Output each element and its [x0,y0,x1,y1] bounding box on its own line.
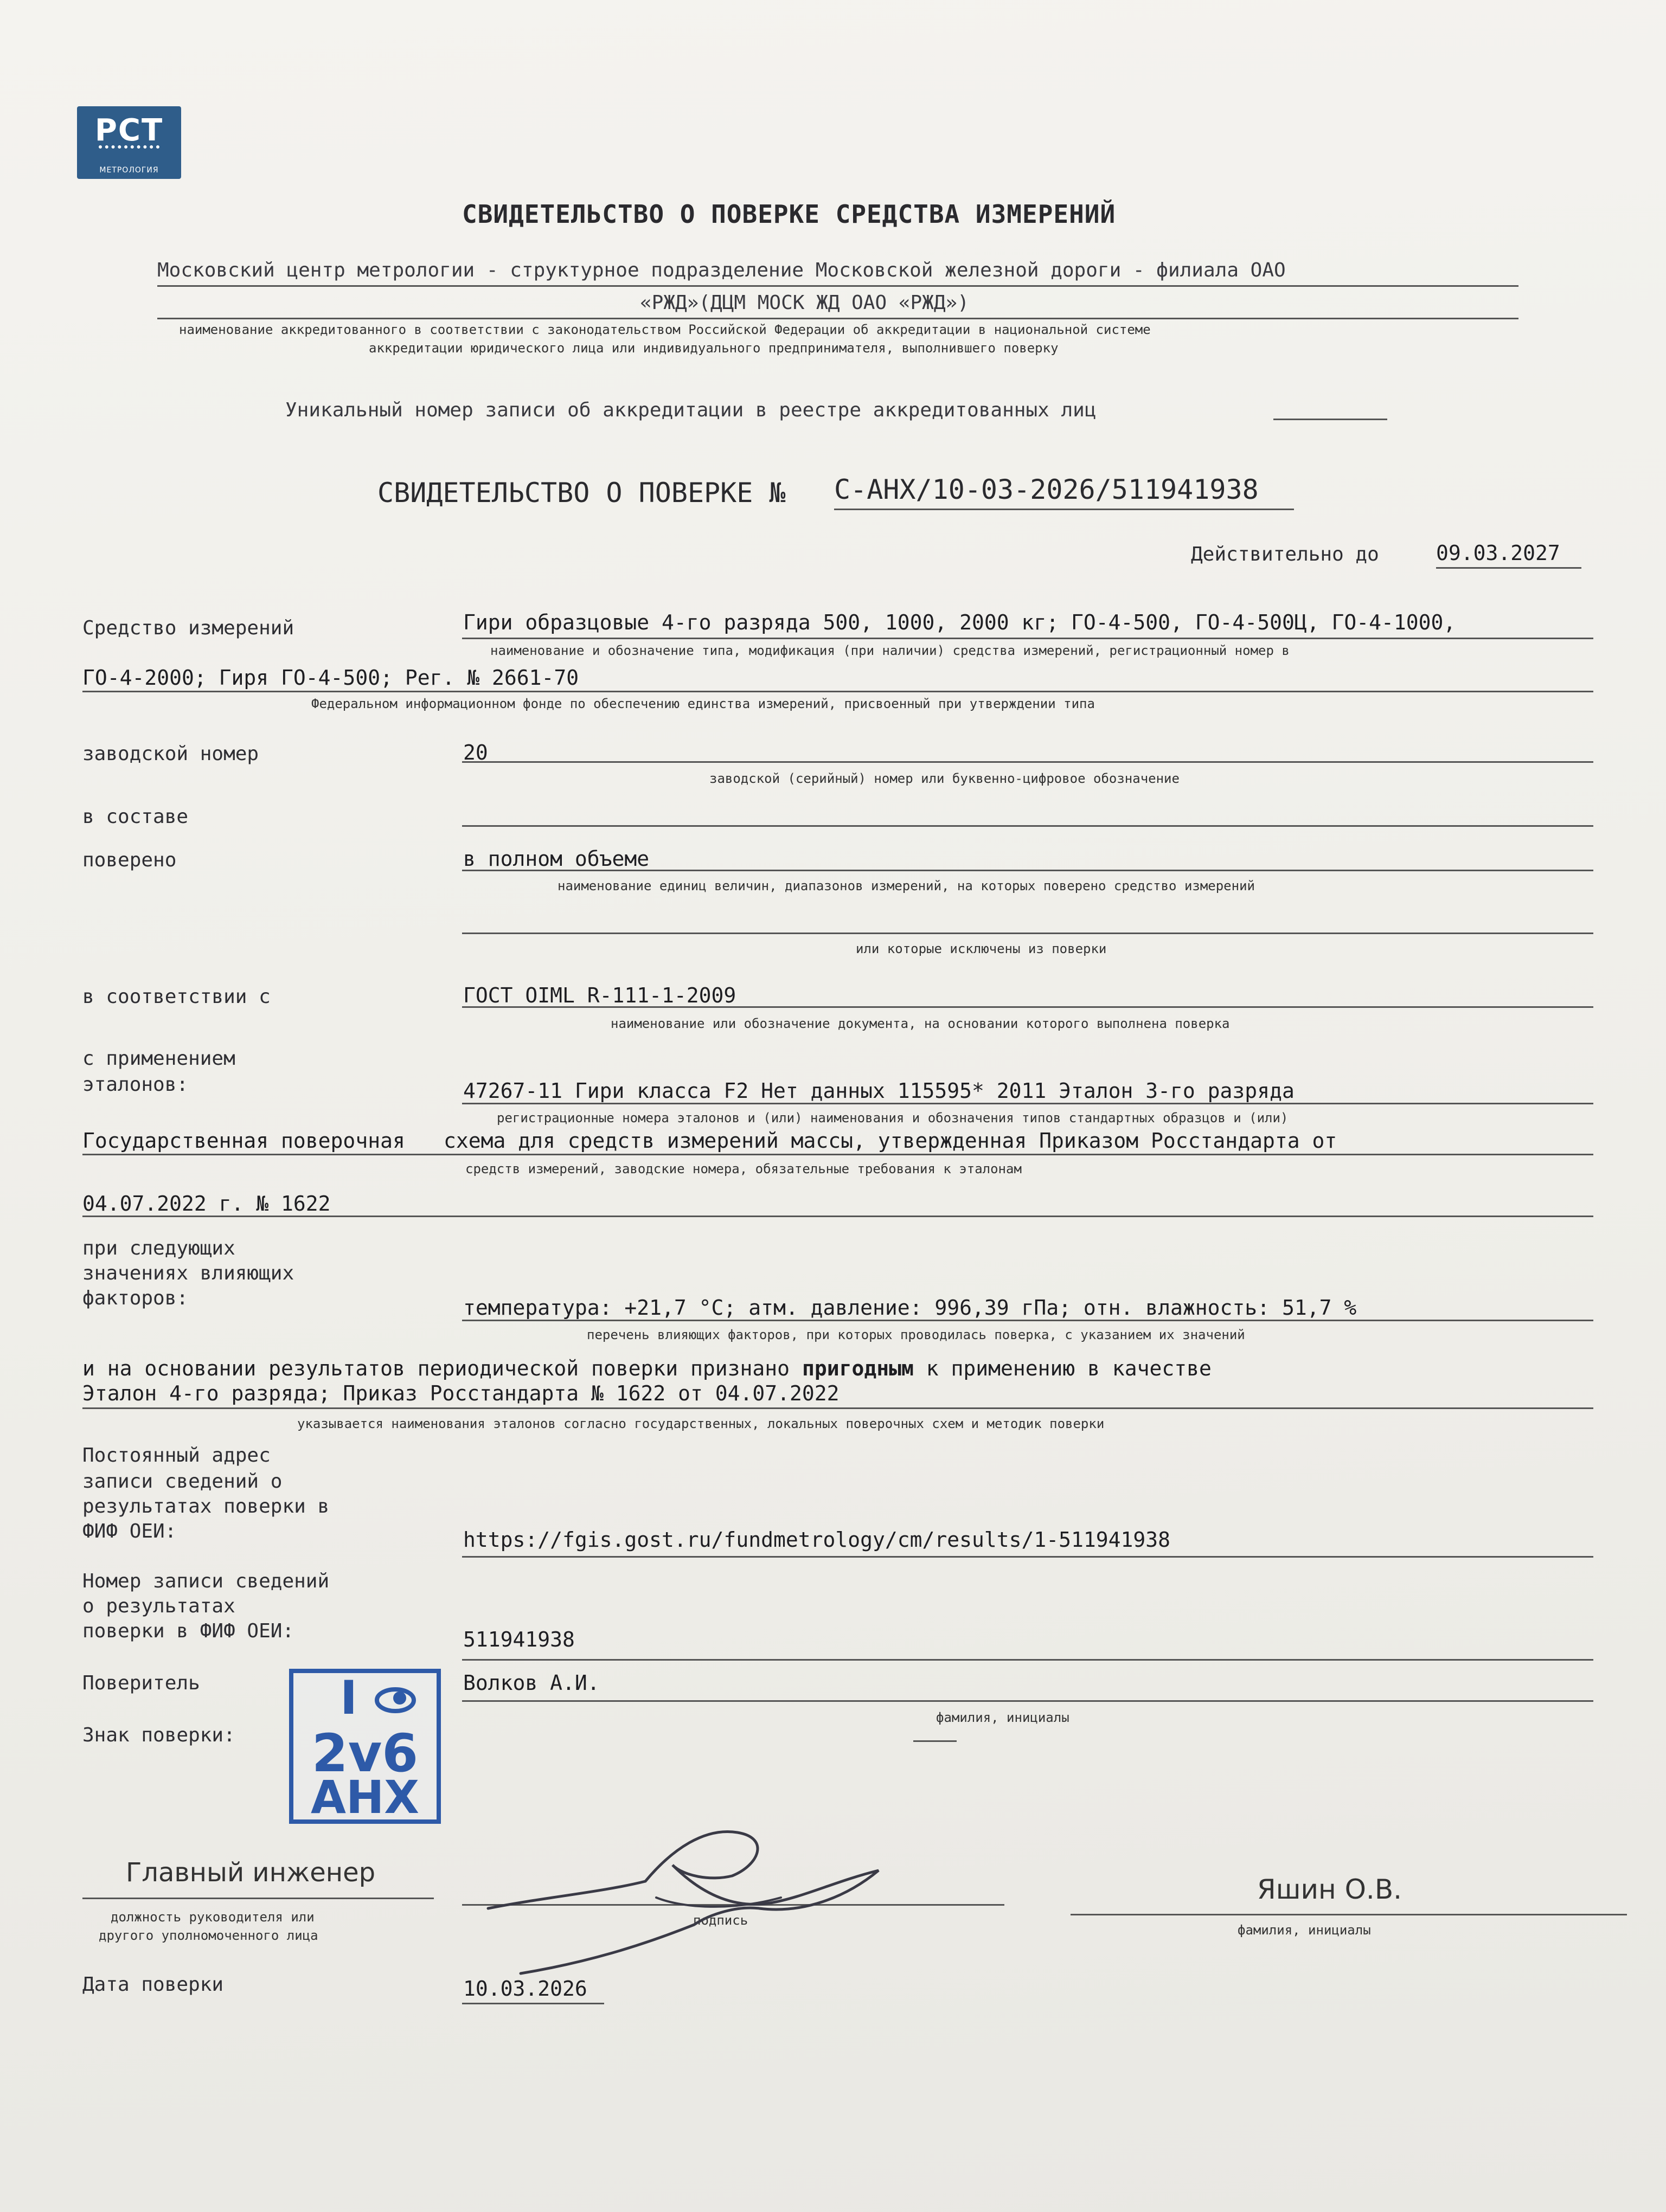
accordance-caption: наименование или обозначение документа, на основании которого выполнена поверка [611,1016,1230,1031]
date-value: 10.03.2026 [463,1977,587,2001]
standards-label-2: эталонов: [82,1073,189,1096]
composition-underline [462,825,1593,827]
certificate-prefix: СВИДЕТЕЛЬСТВО О ПОВЕРКЕ № [377,477,786,509]
instrument-caption-2: Федеральном информационном фонде по обеспечению единства измерений, присвоенный при утверждении типа [311,696,1095,711]
standards-value-1: 47267-11 Гири класса F2 Нет данных 115595* 2011 Эталон 3-го разряда [463,1079,1295,1103]
serial-value: 20 [463,741,488,764]
serial-underline [462,761,1593,763]
verifier-dash [913,1740,957,1742]
result-post: к применению в качестве [926,1356,1212,1380]
instrument-label: Средство измерений [82,617,294,639]
address-label-1: Постоянный адрес [82,1444,271,1467]
result-underline [82,1407,1593,1409]
date-underline [462,2003,604,2004]
logo-text: РСТ [94,113,164,148]
instrument-caption-1: наименование и обозначение типа, модификация (при наличии) средства измерений, регистрационный номер в [490,643,1290,658]
address-underline [462,1556,1593,1558]
address-label-3: результатах поверки в [82,1495,330,1517]
factors-caption: перечень влияющих факторов, при которых проводилась поверка, с указанием их значений [587,1327,1245,1342]
verification-mark-stamp [289,1669,441,1824]
stamp-middle: 2v6 [311,1723,419,1784]
date-label: Дата поверки [82,1973,224,1996]
rst-logo [77,106,181,179]
result-verdict: пригодным [802,1356,914,1380]
serial-caption: заводской (серийный) номер или буквенно-цифровое обозначение [709,771,1180,786]
unique-number-label: Уникальный номер записи об аккредитации в реестре аккредитованных лиц [285,399,1097,421]
signature-caption: подпись [693,1913,748,1928]
unique-number-blank [1273,419,1387,420]
accordance-value: ГОСТ OIML R-111-1-2009 [463,983,736,1007]
org-caption-2: аккредитации юридического лица или индивидуального предпринимателя, выполнившего поверку [369,340,1059,356]
org-underline-1 [157,285,1518,287]
position-caption-2: другого уполномоченного лица [99,1928,318,1943]
standards-label-1: с применением [82,1047,235,1070]
accordance-label: в соответствии с [82,986,271,1008]
standards-caption-1: регистрационные номера эталонов и (или) наименования и обозначения типов стандартных образцов и (или) [497,1110,1289,1126]
certificate-number: С-АНХ/10-03-2026/511941938 [834,474,1259,505]
standards-value-3: 04.07.2022 г. № 1622 [82,1192,331,1216]
instrument-underline-2 [82,691,1593,692]
org-line-1: Московский центр метрологии - структурное подразделение Московской железной дороги - филиала ОАО [157,259,1286,281]
verified-caption-2: или которые исключены из поверки [856,941,1107,956]
verified-underline-2 [462,933,1593,934]
result-caption: указывается наименования эталонов согласно государственных, локальных поверочных схем и методик поверки [297,1416,1105,1431]
instrument-value-2: ГО-4-2000; Гиря ГО-4-500; Рег. № 2661-70 [82,666,579,690]
name-caption: фамилия, инициалы [1238,1922,1371,1938]
standards-caption-2: средств измерений, заводские номера, обязательные требования к эталонам [465,1161,1022,1176]
valid-until-date: 09.03.2027 [1436,541,1560,565]
serial-label: заводской номер [82,743,259,765]
standards-value-2-right: схема для средств измерений массы, утвержденная Приказом Росстандарта от [444,1129,1337,1153]
valid-until-label: Действительно до [1191,543,1379,565]
address-value: https://fgis.gost.ru/fundmetrology/cm/results/1-511941938 [463,1528,1171,1552]
instrument-value-1: Гири образцовые 4-го разряда 500, 1000, 2000 кг; ГО-4-500, ГО-4-500Ц, ГО-4-1000, [463,610,1456,634]
result-pre: и на основании результатов периодической поверки признано [82,1356,790,1380]
certificate-number-underline [834,509,1294,510]
verifier-caption: фамилия, инициалы [936,1710,1069,1725]
verified-value: в полном объеме [463,847,650,871]
verified-caption-1: наименование единиц величин, диапазонов измерений, на которых поверено средство измерений [558,878,1255,893]
verified-label: поверено [82,849,177,871]
org-underline-2 [157,318,1518,319]
standards-value-2-left: Государственная поверочная [82,1129,405,1153]
stamp-bottom: АНХ [310,1771,420,1824]
handwritten-signature [477,1816,911,1979]
org-caption-1: наименование аккредитованного в соответствии с законодательством Российской Федерации об аккредитации в национальной системе [179,322,1151,337]
document-title: СВИДЕТЕЛЬСТВО О ПОВЕРКЕ СРЕДСТВА ИЗМЕРЕНИЙ [462,200,1116,229]
standards-underline-3 [82,1216,1593,1217]
factors-label-1: при следующих [82,1237,235,1259]
position-caption-1: должность руководителя или [111,1909,315,1925]
result-line-1 [82,1356,1212,1380]
verifier-value: Волков А.И. [463,1671,600,1695]
valid-until-underline [1436,567,1581,569]
standards-underline-2 [82,1154,1593,1155]
factors-underline [462,1320,1593,1321]
stamp-eye-icon [375,1684,418,1716]
record-underline [462,1659,1593,1661]
result-line-2: Эталон 4-го разряда; Приказ Росстандарта № 1622 от 04.07.2022 [82,1381,840,1405]
org-line-2: «РЖД»(ДЦМ МОСК ЖД ОАО «РЖД») [640,292,969,314]
standards-underline-1 [462,1103,1593,1104]
factors-label-2: значениях влияющих [82,1262,294,1284]
record-label-3: поверки в ФИФ ОЕИ: [82,1620,294,1642]
address-label-2: записи сведений о [82,1470,283,1493]
logo-bars [99,145,159,154]
verifier-label: Поверитель [82,1672,200,1694]
position-underline [82,1898,434,1899]
record-value: 511941938 [463,1628,575,1651]
signatory-name: Яшин О.В. [1257,1874,1402,1905]
verified-underline [462,870,1593,871]
mark-label: Знак поверки: [82,1724,235,1746]
logo-subtext: МЕТРОЛОГИЯ [99,166,159,175]
signatory-position: Главный инженер [126,1857,376,1888]
name-underline [1071,1914,1627,1915]
factors-value: температура: +21,7 °С; атм. давление: 996,39 гПа; отн. влажность: 51,7 % [463,1296,1357,1320]
instrument-underline-1 [462,638,1593,639]
accordance-underline [462,1006,1593,1008]
verifier-underline [462,1700,1593,1702]
record-label-2: о результатах [82,1595,235,1617]
record-label-1: Номер записи сведений [82,1570,330,1592]
composition-label: в составе [82,806,189,828]
address-label-4: ФИФ ОЕИ: [82,1520,177,1542]
factors-label-3: факторов: [82,1287,189,1309]
stamp-top: I [340,1671,357,1725]
